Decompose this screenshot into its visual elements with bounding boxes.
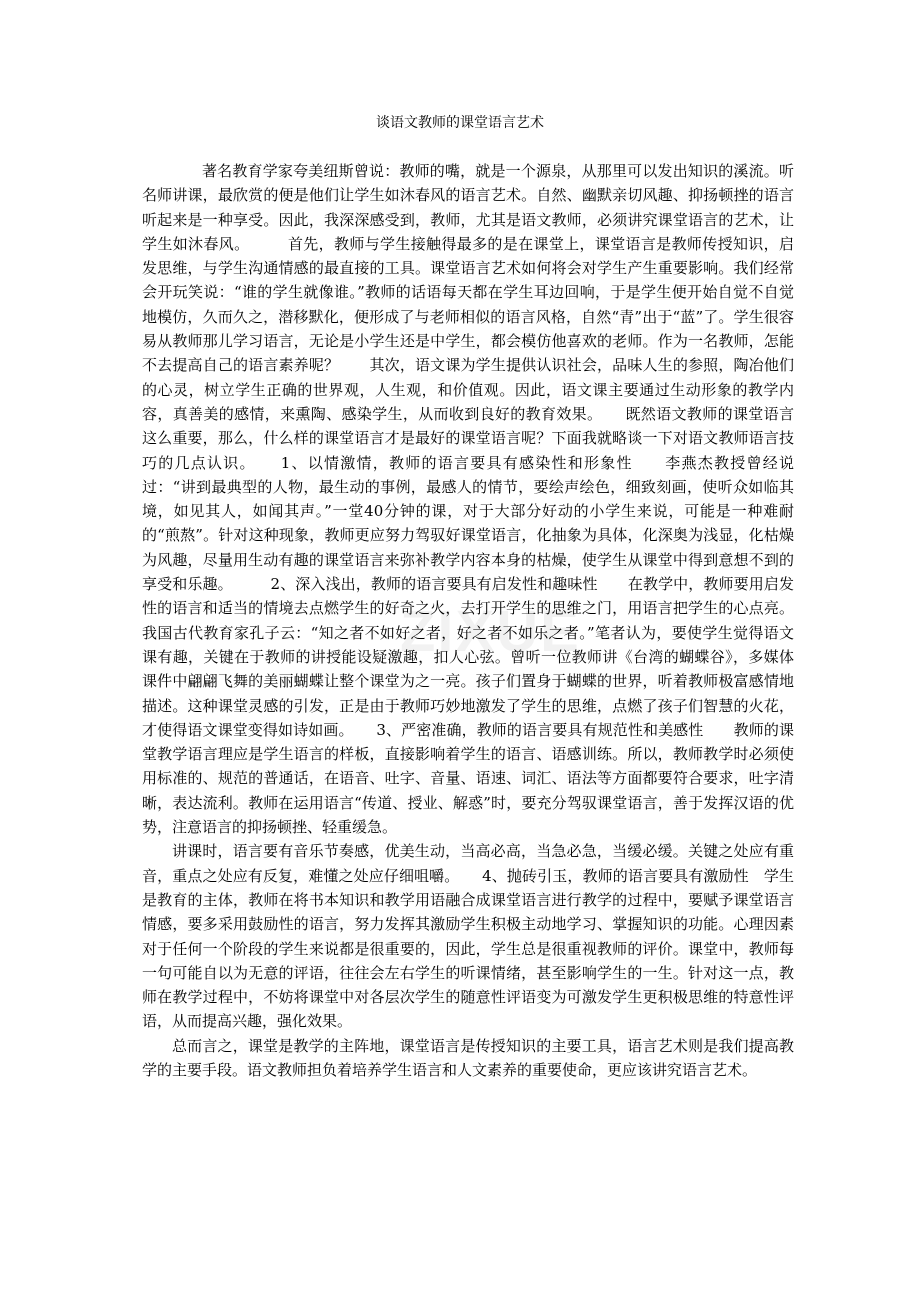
paragraph-intro: 著名教育学家夸美纽斯曾说：教师的嘴，就是一个源泉，从那里可以发出知识的溪流。听名师讲课，最欣赏的便是他们让学生如沐春风的语言艺术。自然、幽默亲切风趣、抑扬顿挫的语言听起来是一种享受。因此，我深深感受到，教师，尤其是语文教师，必须讲究课堂语言的艺术，让学生如沐春风。 首先，教师与学生接触得最多的是在课堂上，课堂语言是教师传授知识，启发思维，与学生沟通情感的最直接的工具。课堂语言艺术如何将会对学生产生重要影响。我们经常会开玩笑说：“谁的学生就像谁。”教师的话语每天都在学生耳边回响，于是学生便开始自觉不自觉地模仿，久而久之，潜移默化，便形成了与老师相似的语言风格，自然“青”出于“蓝”了。学生很容易从教师那儿学习语言，无论是小学生还是中学生，都会模仿他喜欢的老师。作为一名教师，怎能不去提高自己的语言素养呢？ 其次，语文课为学生提供认识社会，品味人生的参照，陶冶他们的心灵，树立学生正确的世界观，人生观，和价值观。因此，语文课主要通过生动形象的教学内容，真善美的感情，来熏陶、感染学生，从而收到良好的教育效果。 既然语文教师的课堂语言这么重要，那么，什么样的课堂语言才是最好的课堂语言呢？下面我就略谈一下对语文教师语言技巧的几点认识。 1、以情激情，教师的语言要具有感染性和形象性 李燕杰教授曾经说过：“讲到最典型的人物，最生动的事例，最感人的情节，要绘声绘色，细致刻画，使听众如临其境，如见其人，如闻其声。”一堂40分钟的课，对于大部分好动的小学生来说，可能是一种难耐的“煎熬”。针对这种现象，教师更应努力驾驭好课堂语言，化抽象为具体，化深奥为浅显，化枯燥为风趣，尽量用生动有趣的课堂语言来弥补教学内容本身的枯燥，使学生从课堂中得到意想不到的享受和乐趣。 2、深入浅出，教师的语言要具有启发性和趣味性 在教学中，教师要用启发性的语言和适当的情境去点燃学生的好奇之火，去打开学生的思维之门，用语言把学生的心点亮。我国古代教育家孔子云：“知之者不如好之者，好之者不如乐之者。”笔者认为，要使学生觉得语文课有趣，关键在于教师的讲授能设疑激趣，扣人心弦。曾听一位教师讲《台湾的蝴蝶谷》，多媒体课件中翩翩飞舞的美丽蝴蝶让整个课堂为之一亮。孩子们置身于蝴蝶的世界，听着教师极富感情地描述。这种课堂灵感的引发，正是由于教师巧妙地激发了学生的思维，点燃了孩子们智慧的火花，才使得语文课堂变得如诗如画。 3、严密准确，教师的语言要具有规范性和美感性 教师的课堂教学语言理应是学生语言的样板，直接影响着学生的语言、语感训练。所以，教师教学时必须使用标准的、规范的普通话，在语音、吐字、音量、语速、词汇、语法等方面都要符合要求，吐字清晰，表达流利。教师在运用语言“传道、授业、解惑”时，要充分驾驭课堂语言，善于发挥汉语的优势，注意语言的抑扬顿挫、轻重缓急。 xyxy=(142,162,794,837)
document-body xyxy=(142,159,794,1082)
paragraph-lecture: 讲课时，语言要有音乐节奏感，优美生动，当高必高，当急必急，当缓必缓。关键之处应有重音，重点之处应有反复，难懂之处应仔细咀嚼。 4、抛砖引玉，教师的语言要具有激励性 学生是教育的主体，教师在将书本知识和教学用语融合成课堂语言进行教学的过程中，要赋予课堂语言情感，要多采用鼓励性的语言，努力发挥其激励学生积极主动地学习、掌握知识的功能。心理因素对于任何一个阶段的学生来说都是很重要的，因此，学生总是很重视教师的评价。课堂中，教师每一句可能自以为无意的评语，往往会左右学生的听课情绪，甚至影响学生的一生。针对这一点，教师在教学过程中，不妨将课堂中对各层次学生的随意性评语变为可激发学生更积极思维的特意性评语，从而提高兴趣，强化效果。 xyxy=(142,842,794,1031)
paragraph-conclusion: 总而言之，课堂是教学的主阵地，课堂语言是传授知识的主要工具，语言艺术则是我们提高教学的主要手段。语文教师担负着培养学生语言和人文素养的重要使命，更应该讲究语言艺术。 xyxy=(142,1036,794,1079)
watermark-logo: ZIXUE xyxy=(400,599,581,664)
document-title: 谈语文教师的课堂语言艺术 xyxy=(376,115,544,131)
